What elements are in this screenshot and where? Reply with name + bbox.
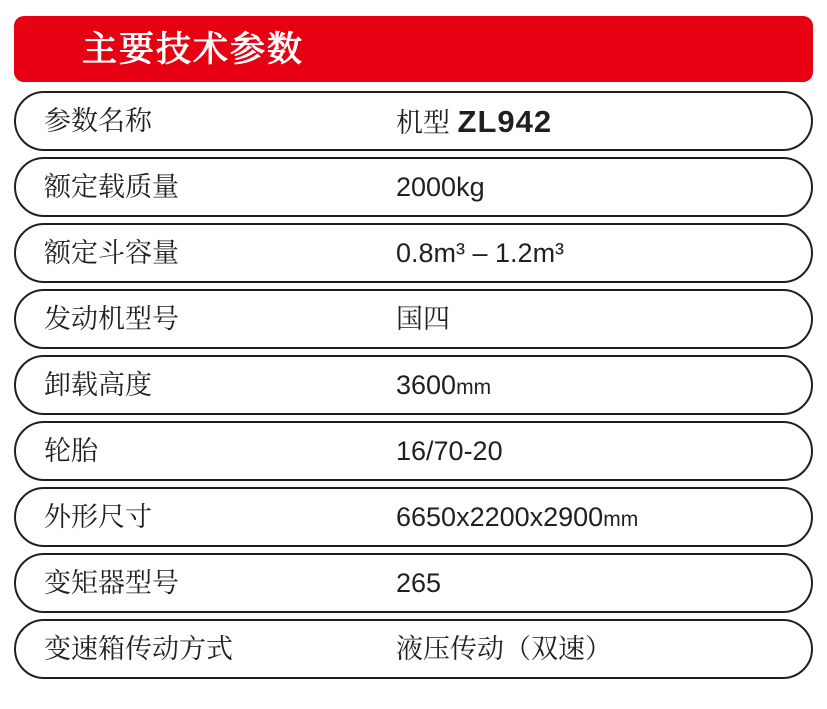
page-title: 主要技术参数 — [82, 29, 305, 69]
spec-table — [14, 91, 813, 679]
row-value — [396, 369, 811, 400]
table-row — [14, 553, 813, 613]
table-row — [14, 157, 813, 217]
model-prefix: 机型 — [396, 107, 458, 138]
row-value: 265 — [396, 567, 442, 598]
row-label: 变速箱传动方式 — [44, 633, 233, 664]
value-unit: mm — [456, 375, 492, 399]
row-label: 额定载质量 — [44, 171, 179, 202]
row-label: 发动机型号 — [44, 303, 179, 334]
row-label: 参数名称 — [44, 105, 152, 136]
value-number: 6650x2200x2900 — [396, 501, 604, 532]
row-value — [396, 501, 811, 532]
row-value: 国四 — [396, 303, 450, 334]
row-label: 轮胎 — [44, 435, 98, 466]
row-value: 16/70-20 — [396, 435, 503, 466]
table-row — [14, 487, 813, 547]
row-value: 0.8m³ – 1.2m³ — [396, 237, 565, 268]
table-row — [14, 223, 813, 283]
header-banner — [14, 16, 813, 82]
table-row — [14, 91, 813, 151]
row-label: 额定斗容量 — [44, 237, 179, 268]
value-number: 3600 — [396, 369, 457, 400]
row-label: 卸载高度 — [44, 369, 152, 400]
value-unit: mm — [603, 507, 639, 531]
model-name: ZL942 — [457, 103, 553, 139]
table-row — [14, 619, 813, 679]
table-row — [14, 421, 813, 481]
table-row — [14, 289, 813, 349]
row-value: 液压传动（双速） — [396, 633, 612, 664]
row-value — [396, 103, 811, 139]
row-value: 2000kg — [396, 171, 485, 202]
row-label: 变矩器型号 — [44, 567, 179, 598]
table-row — [14, 355, 813, 415]
row-label: 外形尺寸 — [44, 501, 152, 532]
